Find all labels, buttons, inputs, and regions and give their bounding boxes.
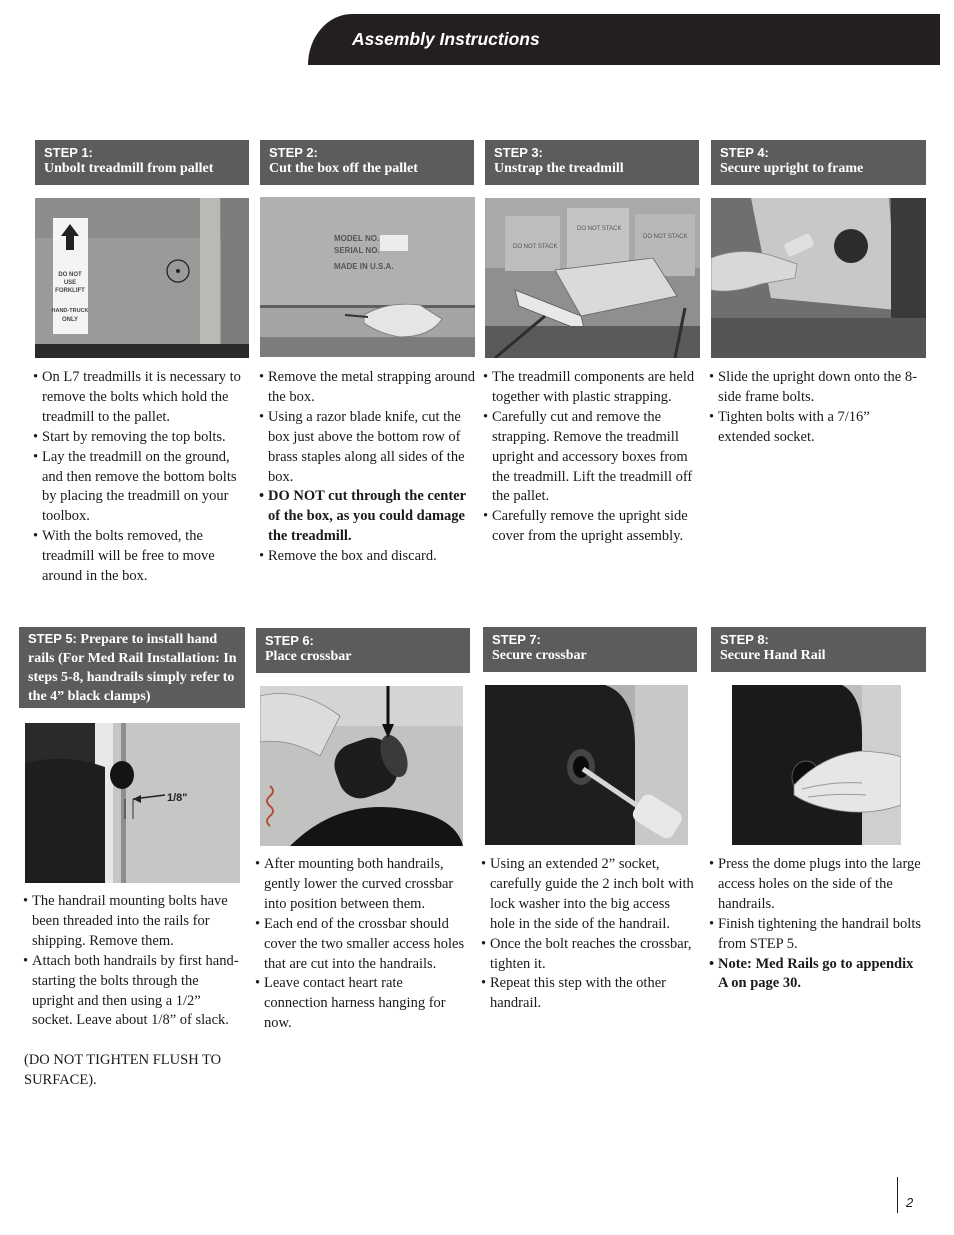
- step-2-title: Cut the box off the pallet: [269, 161, 418, 176]
- page-number: 2: [906, 1195, 914, 1210]
- list-item: • Using a razor blade knife, cut the box just above the bottom row of brass staples along all sides of the box.: [259, 408, 477, 488]
- list-item: • Leave contact heart rate connection harness hanging for now.: [255, 974, 469, 1034]
- step-2-photo: [260, 197, 475, 357]
- step-1-photo-label: DO NOT: [58, 272, 82, 278]
- list-item: • Press the dome plugs into the large access holes on the side of the handrails.: [709, 855, 925, 915]
- step-4-number: STEP 4:: [720, 145, 769, 160]
- list-item: • Finish tightening the handrail bolts from STEP 5.: [709, 915, 925, 955]
- step-6-instructions: [255, 855, 469, 1034]
- step-5-number: STEP 5:: [28, 631, 77, 646]
- list-item: • After mounting both handrails, gently lower the curved crossbar into position between them.: [255, 855, 469, 915]
- step-4-instructions: [709, 368, 925, 448]
- step-1-photo-label: HAND-TRUCK: [51, 308, 89, 314]
- step-7-photo: [485, 685, 688, 845]
- list-item: • DO NOT cut through the center of the box, as you could damage the treadmill.: [259, 487, 477, 547]
- step-3-photo-label: DO NOT STACK: [643, 234, 688, 240]
- list-item: • Tighten bolts with a 7/16” extended socket.: [709, 408, 925, 448]
- list-item: • Lay the treadmill on the ground, and then remove the bottom bolts by placing the treadmill on your toolbox.: [33, 448, 247, 528]
- step-3-photo: [485, 198, 700, 358]
- step-1-photo-label: FORKLIFT: [55, 288, 85, 294]
- step-4-header: [711, 140, 926, 185]
- step-7-number: STEP 7:: [492, 632, 541, 647]
- step-5-heading: [28, 629, 237, 706]
- step-8-number: STEP 8:: [720, 632, 769, 647]
- step-1-photo: [35, 198, 249, 358]
- step-5-header: [19, 627, 245, 708]
- list-item: • Slide the upright down onto the 8-side frame bolts.: [709, 368, 925, 408]
- list-item: • On L7 treadmills it is necessary to remove the bolts which hold the treadmill to the pallet.: [33, 368, 247, 428]
- list-item: • With the bolts removed, the treadmill will be free to move around in the box.: [33, 527, 247, 587]
- page-header-bar: [308, 14, 940, 65]
- step-1-title: Unbolt treadmill from pallet: [44, 161, 214, 176]
- list-item: • Attach both handrails by first hand-starting the bolts through the upright and then using a 1/2” socket. Leave about 1/8” of slack.: [23, 952, 241, 1032]
- step-3-title: Unstrap the treadmill: [494, 161, 624, 176]
- list-item: • Repeat this step with the other handrail.: [481, 974, 695, 1014]
- page-number-divider: [897, 1177, 898, 1213]
- step-1-number: STEP 1:: [44, 145, 93, 160]
- list-item: • Remove the metal strapping around the box.: [259, 368, 477, 408]
- step-5-photo-label: 1/8": [167, 792, 188, 804]
- step-5-title: Prepare to install hand rails (For Med Rail Installation: In steps 5-8, handrails simply refer to the 4” black clamps): [28, 632, 237, 704]
- list-item: • Carefully cut and remove the strapping. Remove the treadmill upright and accessory boxes from the treadmill. Lift the treadmill off the pallet.: [483, 408, 697, 508]
- step-2-instructions: [259, 368, 477, 567]
- step-8-photo: [732, 685, 901, 845]
- step-8-title: Secure Hand Rail: [720, 648, 826, 663]
- step-5-warning: (DO NOT TIGHTEN FLUSH TO SURFACE).: [24, 1052, 222, 1088]
- step-2-photo-label: MODEL NO.: [334, 234, 380, 243]
- step-2-photo-label: SERIAL NO.: [334, 246, 380, 255]
- step-3-photo-label: DO NOT STACK: [513, 244, 558, 250]
- step-1-photo-label: ONLY: [61, 317, 79, 323]
- list-item: • Using an extended 2” socket, carefully guide the 2 inch bolt with lock washer into the big access hole in the side of the handrail.: [481, 855, 695, 935]
- page-title: Assembly Instructions: [352, 29, 540, 49]
- step-3-header: [485, 140, 699, 185]
- list-item: • Start by removing the top bolts.: [33, 428, 247, 448]
- step-4-title: Secure upright to frame: [720, 161, 864, 176]
- list-item: • Once the bolt reaches the crossbar, tighten it.: [481, 935, 695, 975]
- step-6-header: [256, 628, 470, 673]
- step-1-photo-label: USE: [63, 280, 77, 286]
- step-8-instructions: [709, 855, 925, 994]
- step-3-photo-label: DO NOT STACK: [577, 226, 622, 232]
- list-item: • The treadmill components are held together with plastic strapping.: [483, 368, 697, 408]
- list-item: • The handrail mounting bolts have been threaded into the rails for shipping. Remove them.: [23, 892, 241, 952]
- step-7-instructions: [481, 855, 695, 1014]
- step-3-instructions: [483, 368, 697, 547]
- step-6-title: Place crossbar: [265, 649, 352, 664]
- step-2-number: STEP 2:: [269, 145, 318, 160]
- step-5-photo: [25, 723, 240, 883]
- step-3-number: STEP 3:: [494, 145, 543, 160]
- step-2-header: [260, 140, 474, 185]
- step-1-instructions: [33, 368, 247, 587]
- list-item: • Each end of the crossbar should cover the two smaller access holes that are cut into the handrails.: [255, 915, 469, 975]
- step-7-title: Secure crossbar: [492, 648, 587, 663]
- step-5-instructions: [23, 892, 241, 1031]
- step-8-header: [711, 627, 926, 672]
- step-4-photo: [711, 198, 926, 358]
- list-item: • Carefully remove the upright side cover from the upright assembly.: [483, 507, 697, 547]
- step-6-number: STEP 6:: [265, 633, 314, 648]
- step-6-photo: [260, 686, 463, 846]
- step-1-header: [35, 140, 249, 185]
- step-7-header: [483, 627, 697, 672]
- list-item: • Note: Med Rails go to appendix A on page 30.: [709, 955, 925, 995]
- step-2-photo-label: MADE IN U.S.A.: [334, 262, 394, 271]
- list-item: • Remove the box and discard.: [259, 547, 477, 567]
